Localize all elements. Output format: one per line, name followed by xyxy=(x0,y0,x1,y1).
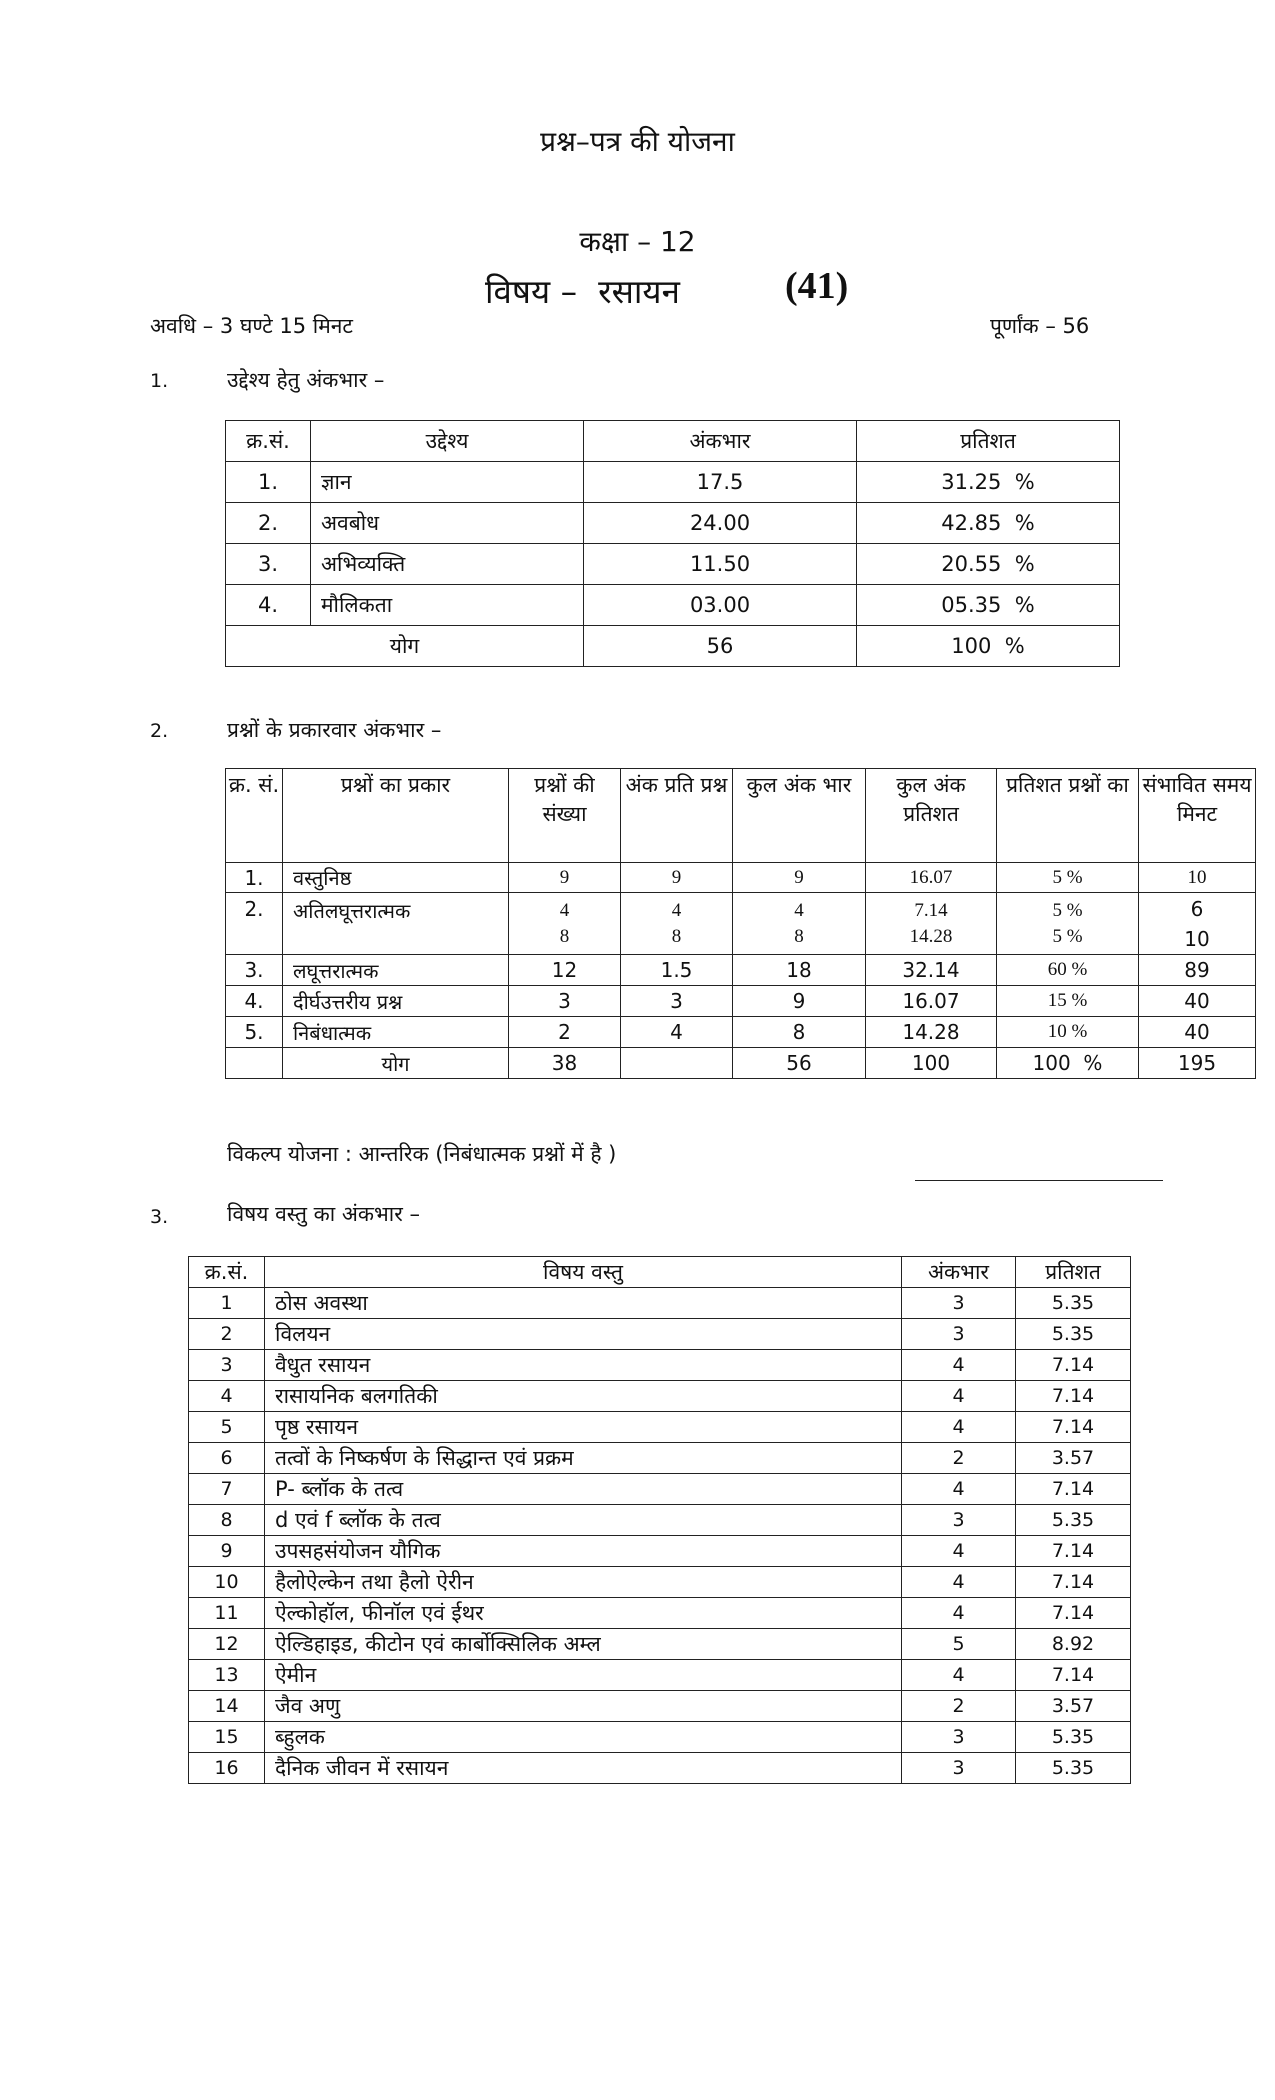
percent-cell: 7.14 xyxy=(1016,1381,1131,1412)
topic-cell: ब्हुलक xyxy=(265,1722,902,1753)
total-marks-cell: 9 xyxy=(733,986,866,1017)
table-row xyxy=(226,1017,1256,1048)
count-line: 8 xyxy=(559,925,570,947)
column-header: प्रश्नों की संख्या xyxy=(509,769,621,863)
topic-cell: d एवं f ब्लॉक के तत्व xyxy=(265,1505,902,1536)
column-header: क्र.सं. xyxy=(189,1257,265,1288)
divider-line xyxy=(915,1180,1163,1181)
serial-cell: 2 xyxy=(189,1319,265,1350)
serial-cell: 2. xyxy=(226,503,311,544)
column-header: कुल अंक प्रतिशत xyxy=(866,769,997,863)
topic-cell: P- ब्लॉक के तत्व xyxy=(265,1474,902,1505)
serial-cell: 8 xyxy=(189,1505,265,1536)
column-header: अंक प्रति प्रश्न xyxy=(621,769,733,863)
marks-cell: 3 xyxy=(902,1319,1016,1350)
table-row xyxy=(226,863,1256,893)
marks-cell: 17.5 xyxy=(584,462,857,503)
section3-heading: विषय वस्तु का अंकभार – xyxy=(227,1202,420,1226)
topic-cell: तत्वों के निष्कर्षण के सिद्धान्त एवं प्रक्रम xyxy=(265,1443,902,1474)
section2-number: 2. xyxy=(150,720,169,742)
marks-cell: 4 xyxy=(902,1350,1016,1381)
column-header: क्र.सं. xyxy=(226,421,311,462)
marks-cell: 11.50 xyxy=(584,544,857,585)
table-row xyxy=(226,503,1120,544)
marks-cell: 3 xyxy=(902,1505,1016,1536)
serial-cell: 5 xyxy=(189,1412,265,1443)
column-header: प्रतिशत प्रश्नों का xyxy=(997,769,1139,863)
percent-cell: 5.35 xyxy=(1016,1288,1131,1319)
table-total-row xyxy=(226,1048,1256,1079)
count-cell: 9 xyxy=(509,863,621,893)
option-note: विकल्प योजना : आन्तरिक (निबंधात्मक प्रश्नों में है ) xyxy=(227,1142,617,1166)
total-line: 4 xyxy=(794,899,804,921)
table-row xyxy=(189,1660,1131,1691)
column-header: संभावित समय मिनट xyxy=(1139,769,1256,863)
serial-cell: 3. xyxy=(226,955,283,986)
question-percent-cell: 15 % xyxy=(997,986,1139,1017)
table-row xyxy=(189,1629,1131,1660)
total-marks-cell: 18 xyxy=(733,955,866,986)
time-cell: 10 xyxy=(1139,863,1256,893)
percent-cell: 31.25 % xyxy=(857,462,1120,503)
topic-cell: ऐल्डिहाइड, कीटोन एवं कार्बोक्सिलिक अम्ल xyxy=(265,1629,902,1660)
per-question-cell: 1.5 xyxy=(621,955,733,986)
count-cell: 3 xyxy=(509,986,621,1017)
topic-cell: हैलोऐल्केन तथा हैलो ऐरीन xyxy=(265,1567,902,1598)
marks-cell: 2 xyxy=(902,1443,1016,1474)
per-line: 4 xyxy=(671,899,682,921)
total-time: 195 xyxy=(1139,1048,1256,1079)
per-question-cell xyxy=(621,893,733,955)
marks-cell: 5 xyxy=(902,1629,1016,1660)
column-header: कुल अंक भार xyxy=(733,769,866,863)
percent-cell: 7.14 xyxy=(1016,1412,1131,1443)
column-header: अंकभार xyxy=(902,1257,1016,1288)
marks-cell: 4 xyxy=(902,1567,1016,1598)
percent-cell: 05.35 % xyxy=(857,585,1120,626)
marks-cell: 4 xyxy=(902,1598,1016,1629)
total-label: योग xyxy=(226,626,584,667)
percent-cell: 3.57 xyxy=(1016,1691,1131,1722)
table-row xyxy=(189,1412,1131,1443)
percent-cell: 8.92 xyxy=(1016,1629,1131,1660)
per-line: 8 xyxy=(671,925,682,947)
per-question-cell: 3 xyxy=(621,986,733,1017)
serial-cell: 3. xyxy=(226,544,311,585)
total-per xyxy=(621,1048,733,1079)
topic-cell: ठोस अवस्था xyxy=(265,1288,902,1319)
percent-cell: 7.14 xyxy=(1016,1660,1131,1691)
percent-cell: 42.85 % xyxy=(857,503,1120,544)
table-row xyxy=(189,1505,1131,1536)
topic-cell: वैधुत रसायन xyxy=(265,1350,902,1381)
serial-cell: 10 xyxy=(189,1567,265,1598)
percent-cell: 5.35 xyxy=(1016,1722,1131,1753)
column-header: प्रतिशत xyxy=(857,421,1120,462)
table-row xyxy=(226,893,1256,955)
column-header: क्र. सं. xyxy=(226,769,283,863)
marks-cell: 4 xyxy=(902,1660,1016,1691)
question-percent-cell xyxy=(997,893,1139,955)
table-total-row xyxy=(226,626,1120,667)
serial-cell: 13 xyxy=(189,1660,265,1691)
section1-number: 1. xyxy=(150,370,169,392)
table-header-row xyxy=(226,769,1256,863)
table-header-row xyxy=(189,1257,1131,1288)
serial-cell: 11 xyxy=(189,1598,265,1629)
serial-cell: 1. xyxy=(226,462,311,503)
count-cell: 12 xyxy=(509,955,621,986)
total-marks-cell xyxy=(733,893,866,955)
topic-cell: जैव अणु xyxy=(265,1691,902,1722)
topic-cell: दैनिक जीवन में रसायन xyxy=(265,1753,902,1784)
percent-cell: 7.14 xyxy=(1016,1350,1131,1381)
question-percent-cell: 5 % xyxy=(997,863,1139,893)
total-label: योग xyxy=(283,1048,509,1079)
table-row xyxy=(189,1536,1131,1567)
total-marks-cell: 9 xyxy=(733,863,866,893)
serial-cell: 16 xyxy=(189,1753,265,1784)
section3-number: 3. xyxy=(150,1206,169,1228)
topic-cell: उपसहसंयोजन यौगिक xyxy=(265,1536,902,1567)
serial-cell: 5. xyxy=(226,1017,283,1048)
percent-cell: 7.14 xyxy=(1016,1598,1131,1629)
qpct-line: 5 % xyxy=(1052,925,1083,947)
table-row xyxy=(226,955,1256,986)
column-header: प्रतिशत xyxy=(1016,1257,1131,1288)
table-row xyxy=(189,1350,1131,1381)
serial-cell: 9 xyxy=(189,1536,265,1567)
total-question-percent: 100 % xyxy=(997,1048,1139,1079)
serial-cell: 7 xyxy=(189,1474,265,1505)
marks-cell: 2 xyxy=(902,1691,1016,1722)
table-row xyxy=(189,1722,1131,1753)
percent-cell: 5.35 xyxy=(1016,1505,1131,1536)
content-weightage-table xyxy=(188,1256,1131,1784)
time-cell: 40 xyxy=(1139,1017,1256,1048)
table-row xyxy=(189,1598,1131,1629)
duration: अवधि – 3 घण्टे 15 मिनट xyxy=(150,314,354,338)
marks-cell: 4 xyxy=(902,1412,1016,1443)
serial-cell: 4. xyxy=(226,585,311,626)
objective-table xyxy=(225,420,1120,667)
time-cell: 89 xyxy=(1139,955,1256,986)
marks-cell: 4 xyxy=(902,1536,1016,1567)
table-row xyxy=(189,1567,1131,1598)
type-cell: लघूत्तरात्मक xyxy=(283,955,509,986)
objective-cell: अवबोध xyxy=(311,503,584,544)
objective-cell: अभिव्यक्ति xyxy=(311,544,584,585)
marks-percent-cell xyxy=(866,893,997,955)
serial-cell: 15 xyxy=(189,1722,265,1753)
empty-cell xyxy=(226,1048,283,1079)
percent-cell: 7.14 xyxy=(1016,1474,1131,1505)
table-row xyxy=(189,1288,1131,1319)
marks-cell: 4 xyxy=(902,1381,1016,1412)
table-row xyxy=(189,1753,1131,1784)
topic-cell: रासायनिक बलगतिकी xyxy=(265,1381,902,1412)
serial-cell: 4. xyxy=(226,986,283,1017)
objective-cell: मौलिकता xyxy=(311,585,584,626)
percent-cell: 7.14 xyxy=(1016,1567,1131,1598)
subject-label: विषय – रसायन xyxy=(485,272,680,311)
column-header: उद्देश्य xyxy=(311,421,584,462)
serial-cell: 1 xyxy=(189,1288,265,1319)
serial-cell: 4 xyxy=(189,1381,265,1412)
section2-heading: प्रश्नों के प्रकारवार अंकभार – xyxy=(227,718,442,742)
column-header: अंकभार xyxy=(584,421,857,462)
table-row xyxy=(226,544,1120,585)
question-percent-cell: 60 % xyxy=(997,955,1139,986)
topic-cell: ऐमीन xyxy=(265,1660,902,1691)
count-cell xyxy=(509,893,621,955)
topic-cell: विलयन xyxy=(265,1319,902,1350)
total-percent: 100 % xyxy=(857,626,1120,667)
total-marks: 56 xyxy=(584,626,857,667)
per-question-cell: 4 xyxy=(621,1017,733,1048)
qpct-line: 5 % xyxy=(1052,899,1083,921)
type-cell: वस्तुनिष्ठ xyxy=(283,863,509,893)
time-line: 10 xyxy=(1184,926,1210,951)
marks-percent-cell: 16.07 xyxy=(866,986,997,1017)
serial-cell: 1. xyxy=(226,863,283,893)
total-marks-cell: 8 xyxy=(733,1017,866,1048)
objective-cell: ज्ञान xyxy=(311,462,584,503)
total-line: 8 xyxy=(794,925,804,947)
time-line: 6 xyxy=(1190,896,1204,921)
table-row xyxy=(189,1381,1131,1412)
content-table-body xyxy=(189,1288,1131,1784)
full-marks: पूर्णांक – 56 xyxy=(990,314,1090,338)
marks-cell: 4 xyxy=(902,1474,1016,1505)
time-cell xyxy=(1139,893,1256,955)
type-cell: अतिलघूत्तरात्मक xyxy=(283,893,509,955)
serial-cell: 6 xyxy=(189,1443,265,1474)
page-title: प्रश्न–पत्र की योजना xyxy=(540,125,735,158)
marks-cell: 24.00 xyxy=(584,503,857,544)
marks-percent-cell: 32.14 xyxy=(866,955,997,986)
count-cell: 2 xyxy=(509,1017,621,1048)
percent-cell: 5.35 xyxy=(1016,1319,1131,1350)
topic-cell: ऐल्कोहॉल, फीनॉल एवं ईथर xyxy=(265,1598,902,1629)
table-row xyxy=(226,585,1120,626)
table-header-row xyxy=(226,421,1120,462)
marks-percent-cell: 14.28 xyxy=(866,1017,997,1048)
column-header: विषय वस्तु xyxy=(265,1257,902,1288)
percent-cell: 5.35 xyxy=(1016,1753,1131,1784)
marks-percent-cell: 16.07 xyxy=(866,863,997,893)
marks-cell: 3 xyxy=(902,1722,1016,1753)
marks-cell: 03.00 xyxy=(584,585,857,626)
time-cell: 40 xyxy=(1139,986,1256,1017)
total-count: 38 xyxy=(509,1048,621,1079)
percent-cell: 7.14 xyxy=(1016,1536,1131,1567)
type-cell: निबंधात्मक xyxy=(283,1017,509,1048)
total-marks: 56 xyxy=(733,1048,866,1079)
count-line: 4 xyxy=(559,899,570,921)
per-question-cell: 9 xyxy=(621,863,733,893)
serial-cell: 3 xyxy=(189,1350,265,1381)
percent-cell: 3.57 xyxy=(1016,1443,1131,1474)
type-cell: दीर्घउत्तरीय प्रश्न xyxy=(283,986,509,1017)
table-row xyxy=(189,1319,1131,1350)
marks-cell: 3 xyxy=(902,1753,1016,1784)
question-percent-cell: 10 % xyxy=(997,1017,1139,1048)
serial-cell: 14 xyxy=(189,1691,265,1722)
table-row xyxy=(189,1474,1131,1505)
serial-cell: 2. xyxy=(226,893,283,955)
section1-heading: उद्देश्य हेतु अंकभार – xyxy=(227,368,385,392)
class-label: कक्षा – 12 xyxy=(579,225,696,258)
subject-code: (41) xyxy=(785,265,849,307)
table-row xyxy=(226,986,1256,1017)
percent-cell: 20.55 % xyxy=(857,544,1120,585)
topic-cell: पृष्ठ रसायन xyxy=(265,1412,902,1443)
pct-line: 7.14 xyxy=(914,899,948,921)
serial-cell: 12 xyxy=(189,1629,265,1660)
pct-line: 14.28 xyxy=(909,925,953,947)
question-type-table xyxy=(225,768,1256,1079)
table-row xyxy=(189,1691,1131,1722)
column-header: प्रश्नों का प्रकार xyxy=(283,769,509,863)
marks-cell: 3 xyxy=(902,1288,1016,1319)
table-row xyxy=(226,462,1120,503)
table-row xyxy=(189,1443,1131,1474)
total-marks-percent: 100 xyxy=(866,1048,997,1079)
